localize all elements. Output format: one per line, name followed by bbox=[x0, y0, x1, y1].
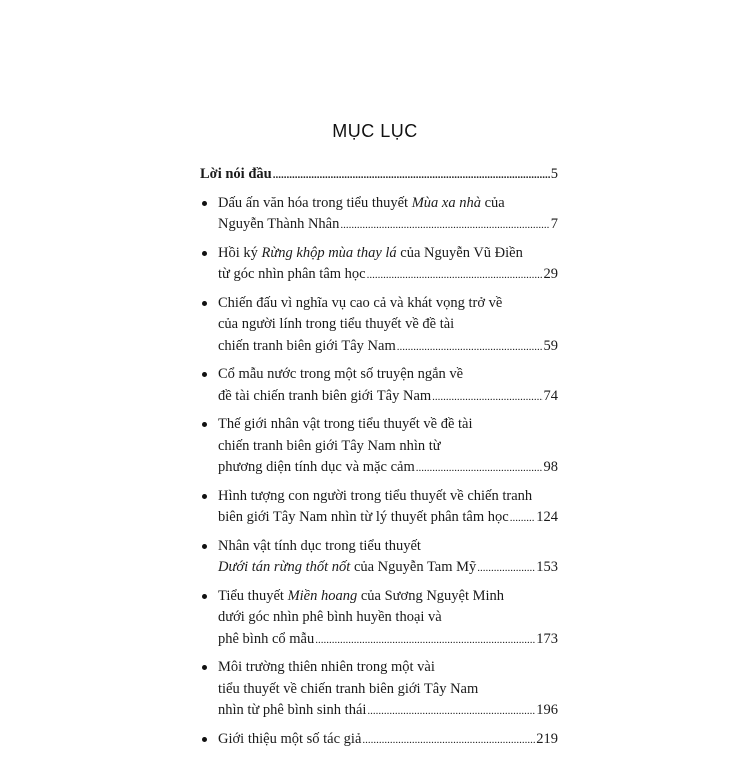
bullet-icon bbox=[202, 594, 207, 599]
bullet-icon bbox=[202, 422, 207, 427]
page-number: 98 bbox=[543, 459, 558, 475]
toc-entry-text: tiểu thuyết về chiến tranh biên giới Tây Nam bbox=[218, 680, 479, 697]
toc-entry-text: chiến tranh biên giới Tây Nam bbox=[218, 337, 396, 354]
page-number: 219 bbox=[536, 730, 558, 747]
bullet-icon bbox=[202, 201, 207, 206]
dot-leader bbox=[315, 629, 535, 652]
toc-entry-text: chiến tranh biên giới Tây Nam nhìn từ bbox=[218, 437, 441, 454]
toc-entry-text: biên giới Tây Nam nhìn từ lý thuyết phân tâm học bbox=[218, 509, 509, 525]
dot-leader bbox=[416, 457, 543, 480]
bullet-icon bbox=[202, 665, 207, 670]
toc-entry[interactable] bbox=[200, 657, 558, 723]
page-number: 153 bbox=[536, 559, 558, 575]
dot-leader bbox=[510, 507, 536, 530]
toc-entry-text: Hồi ký bbox=[218, 244, 262, 261]
book-title: Mùa xa nhà bbox=[411, 194, 481, 211]
page-number: 173 bbox=[536, 630, 558, 647]
dot-leader bbox=[397, 336, 543, 359]
toc-entry-text: dưới góc nhìn phê bình huyền thoại và bbox=[218, 609, 442, 625]
toc-entry-text: nhìn từ phê bình sinh thái bbox=[218, 702, 367, 718]
toc-entry-text: phê bình cổ mẫu bbox=[218, 630, 315, 647]
page-number: 59 bbox=[543, 337, 558, 354]
page-number: 7 bbox=[550, 216, 558, 232]
toc-entry-text: của Nguyễn Tam Mỹ bbox=[350, 559, 477, 575]
toc-entry-text: Chiến đấu vì nghĩa vụ cao cả và khát vọng trở về bbox=[218, 294, 503, 311]
bullet-icon bbox=[202, 544, 207, 549]
toc-entry-text: từ góc nhìn phân tâm học bbox=[218, 266, 366, 282]
page-number: 29 bbox=[543, 266, 558, 282]
book-title: Rừng khộp mùa thay lá bbox=[261, 244, 397, 261]
page-number: 74 bbox=[543, 387, 558, 404]
bullet-icon bbox=[202, 372, 207, 377]
table-of-contents bbox=[200, 164, 558, 757]
book-title: Miền hoang bbox=[287, 587, 358, 604]
page-title: MỤC LỤC bbox=[332, 121, 418, 141]
book-title: Dưới tán rừng thốt nốt bbox=[218, 559, 351, 575]
toc-entry-text: Nhân vật tính dục trong tiểu thuyết bbox=[218, 537, 421, 554]
toc-entry-text: Dấu ấn văn hóa trong tiểu thuyết bbox=[218, 194, 412, 211]
toc-entry-text: phương diện tính dục và mặc cảm bbox=[218, 459, 415, 475]
dot-leader bbox=[367, 700, 535, 723]
toc-entry-text: đề tài chiến tranh biên giới Tây Nam bbox=[218, 387, 432, 404]
toc-entry[interactable] bbox=[200, 293, 558, 359]
toc-entry[interactable] bbox=[200, 364, 558, 408]
toc-entry[interactable] bbox=[200, 193, 558, 237]
toc-entry[interactable] bbox=[200, 536, 558, 580]
toc-entry[interactable] bbox=[200, 486, 558, 530]
toc-entry-text: Nguyễn Thành Nhân bbox=[218, 216, 340, 232]
toc-entry-text: của bbox=[480, 194, 505, 211]
toc-entry[interactable] bbox=[200, 243, 558, 287]
bullet-icon bbox=[202, 494, 207, 499]
dot-leader bbox=[367, 264, 543, 287]
toc-entry-text: của Sương Nguyệt Minh bbox=[357, 587, 505, 604]
toc-entry-text: Tiểu thuyết bbox=[218, 587, 288, 604]
toc-entry-text: Môi trường thiên nhiên trong một vài bbox=[218, 659, 435, 675]
toc-entry-intro[interactable] bbox=[200, 164, 558, 187]
page-number: 5 bbox=[550, 166, 558, 182]
toc-entry-text: của người lính trong tiểu thuyết về đề tài bbox=[218, 316, 455, 332]
bullet-icon bbox=[202, 301, 207, 306]
toc-entry[interactable] bbox=[200, 414, 558, 480]
toc-entry-text: Cổ mẫu nước trong một số truyện ngắn về bbox=[218, 366, 464, 382]
dot-leader bbox=[432, 386, 542, 409]
dot-leader bbox=[340, 214, 549, 237]
page-number: 124 bbox=[536, 509, 558, 525]
dot-leader bbox=[477, 557, 535, 580]
toc-entry-label: Lời nói đầu bbox=[200, 166, 272, 182]
bullet-icon bbox=[202, 737, 207, 742]
toc-entry-text: Hình tượng con người trong tiểu thuyết về chiến tranh bbox=[218, 487, 533, 504]
bullet-icon bbox=[202, 251, 207, 256]
toc-entry[interactable] bbox=[200, 586, 558, 652]
toc-entry-text: Thế giới nhân vật trong tiểu thuyết về đề tài bbox=[218, 416, 473, 432]
dot-leader bbox=[273, 164, 550, 187]
dot-leader bbox=[362, 729, 535, 752]
toc-entry-text: Giới thiệu một số tác giả bbox=[218, 730, 362, 747]
page-number: 196 bbox=[536, 702, 558, 718]
toc-entry[interactable] bbox=[200, 729, 558, 752]
toc-entry-text: của Nguyễn Vũ Điền bbox=[396, 244, 523, 261]
